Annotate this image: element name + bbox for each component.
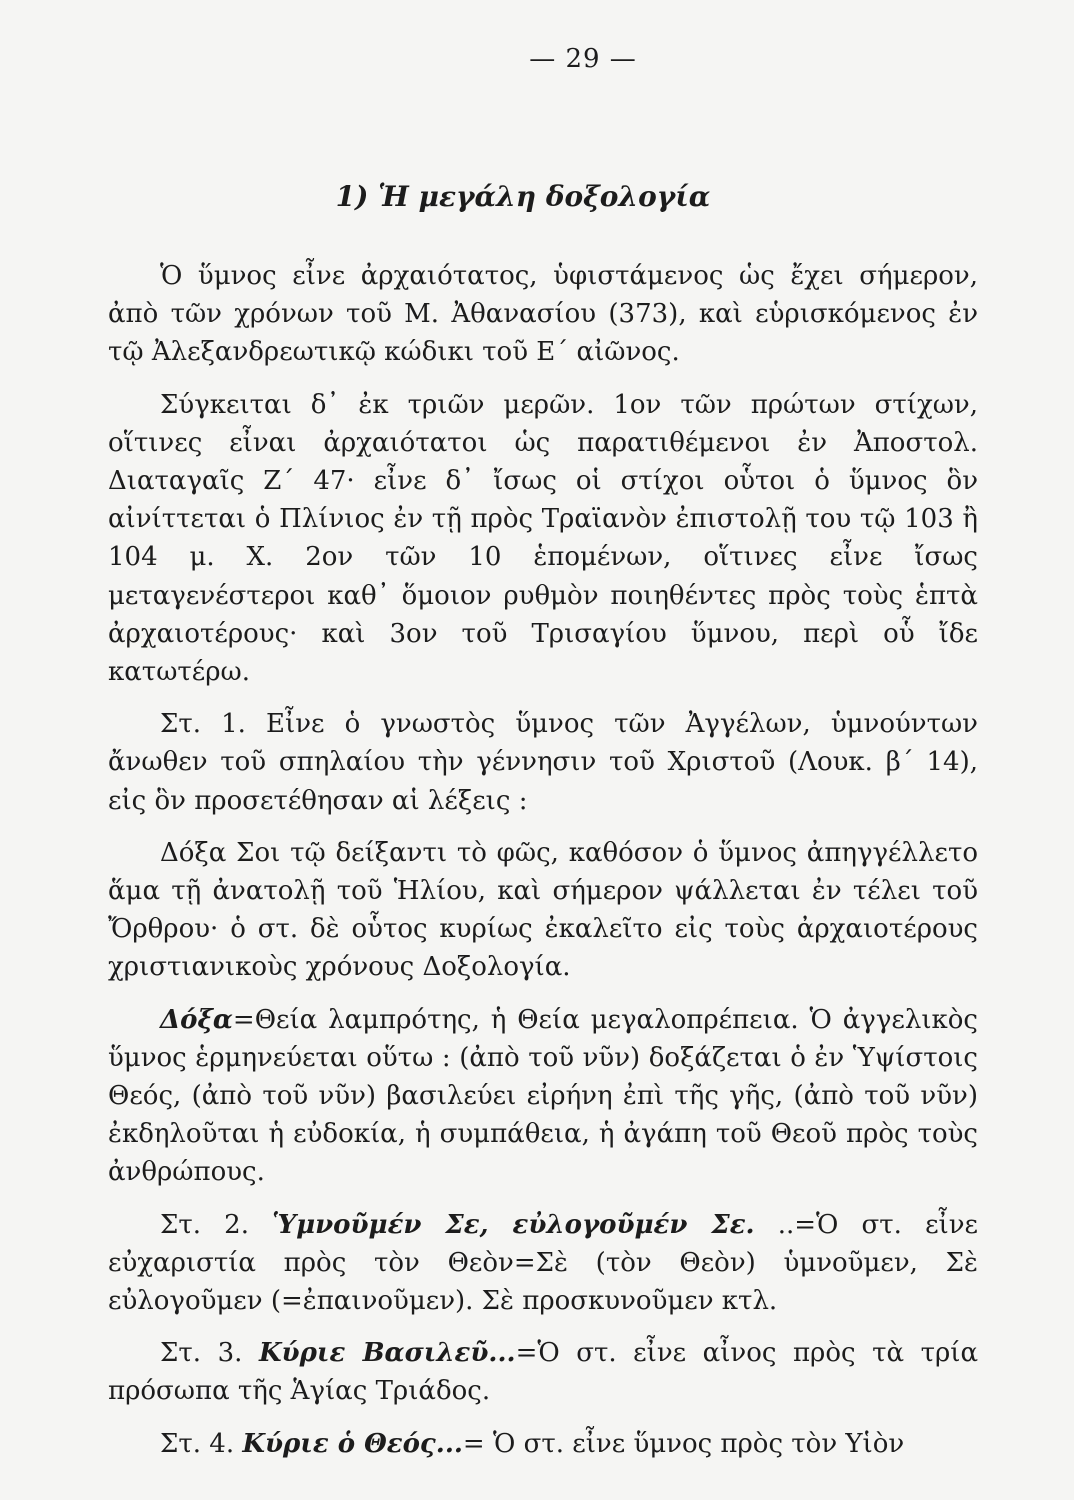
- paragraph-7-lead: Κύριε Βασιλεῦ...: [258, 1338, 516, 1369]
- paragraph-8-prefix: Στ. 4.: [160, 1428, 235, 1459]
- paragraph-4: [108, 834, 978, 987]
- paragraph-6-prefix: Στ. 2.: [160, 1209, 249, 1240]
- paragraph-4-text: Δόξα Σοι τῷ δείξαντι τὸ φῶς, καθόσον ὁ ὕμνος ἀπηγγέλλετο ἅμα τῇ ἀνατολῇ τοῦ Ἡλίου, καὶ σήμερον ψάλλεται ἐν τέλει τοῦ Ὄρθρου· ὁ στ. δὲ οὗτος κυρίως ἐκαλεῖτο εἰς τοὺς ἀρχαιοτέρους χριστιανικοὺς χρόνους Δοξολογία.: [108, 837, 978, 983]
- paragraph-7-text: =Ὁ στ. εἶνε αἶνος πρὸς τὰ τρία πρόσωπα τῆς Ἁγίας Τριάδος.: [108, 1338, 979, 1407]
- paragraph-6-text: ..=Ὁ στ. εἶνε εὐχαριστία πρὸς τὸν Θεὸν=Σὲ (τὸν Θεὸν) ὑμνοῦμεν, Σὲ εὐλογοῦμεν (=ἐπαινοῦμεν). Σὲ προσκυνοῦμεν κτλ.: [108, 1209, 979, 1317]
- paragraph-3-text: Στ. 1. Εἶνε ὁ γνωστὸς ὕμνος τῶν Ἀγγέλων, ὑμνούντων ἄνωθεν τοῦ σπηλαίου τὴν γέννησιν τοῦ Χριστοῦ (Λουκ. β΄ 14), εἰς ὃν προσετέθησαν αἱ λέξεις :: [108, 709, 978, 816]
- paragraph-2: [108, 386, 978, 692]
- page-number: — 29 —: [529, 44, 637, 74]
- section-title: 1) Ἡ μεγάλη δοξολογία: [335, 180, 711, 213]
- paragraph-2-text: Σύγκειται δ᾽ ἐκ τριῶν μερῶν. 1ον τῶν πρώτων στίχων, οἵτινες εἶναι ἀρχαιότατοι ὡς παρατιθέμενοι ἐν Ἀποστολ. Διαταγαῖς Ζ΄ 47· εἶνε δ᾽ ἴσως οἱ στίχοι οὗτοι ὁ ὕμνος ὃν αἰνίττεται ὁ Πλίνιος ἐν τῇ πρὸς Τραϊανὸν ἐπιστολῇ του τῷ 103 ἢ 104 μ. Χ. 2ον τῶν 10 ἑπομένων, οἵτινες εἶνε ἴσως μεταγενέστεροι καθ᾽ ὅμοιον ρυθμὸν ποιηθέντες πρὸς τοὺς ἑπτὰ ἀρχαιοτέρους· καὶ 3ον τοῦ Τρισαγίου ὕμνου, περὶ οὗ ἴδε κατωτέρω.: [108, 389, 978, 688]
- paragraph-5-lead: Δόξα: [160, 1004, 233, 1035]
- paragraph-5: [108, 1001, 978, 1192]
- paragraph-7-prefix: Στ. 3.: [160, 1338, 243, 1369]
- paragraph-6-lead: Ὑμνοῦμέν Σε, εὐλογοῦμέν Σε.: [272, 1209, 755, 1240]
- paragraph-1-text: Ὁ ὕμνος εἶνε ἀρχαιότατος, ὑφιστάμενος ὡς ἔχει σήμερον, ἀπὸ τῶν χρόνων τοῦ Μ. Ἀθανασίου (373), καὶ εὑρισκόμενος ἐν τῷ Ἀλεξανδρεωτικῷ κώδικι τοῦ Ε΄ αἰῶνος.: [108, 261, 978, 368]
- paragraph-8-lead: Κύριε ὁ Θεός...: [242, 1428, 463, 1459]
- paragraph-5-text: =Θεία λαμπρότης, ἡ Θεία μεγαλοπρέπεια. Ὁ ἀγγελικὸς ὕμνος ἑρμηνεύεται οὕτω : (ἀπὸ τοῦ νῦν) δοξάζεται ὁ ἐν Ὑψίστοις Θεός, (ἀπὸ τοῦ νῦν) βασιλεύει εἰρήνη ἐπὶ τῆς γῆς, (ἀπὸ τοῦ νῦν) ἐκδηλοῦται ἡ εὐδοκία, ἡ συμπάθεια, ἡ ἀγάπη τοῦ Θεοῦ πρὸς τοὺς ἀνθρώπους.: [108, 1004, 978, 1188]
- paragraph-3: [108, 705, 978, 820]
- paragraph-8: [108, 1425, 978, 1463]
- paragraph-7: [108, 1334, 978, 1410]
- paragraph-6: [108, 1206, 978, 1321]
- paragraph-1: [108, 257, 978, 372]
- paragraph-8-text: = Ὁ στ. εἶνε ὕμνος πρὸς τὸν Υἱὸν: [462, 1428, 905, 1459]
